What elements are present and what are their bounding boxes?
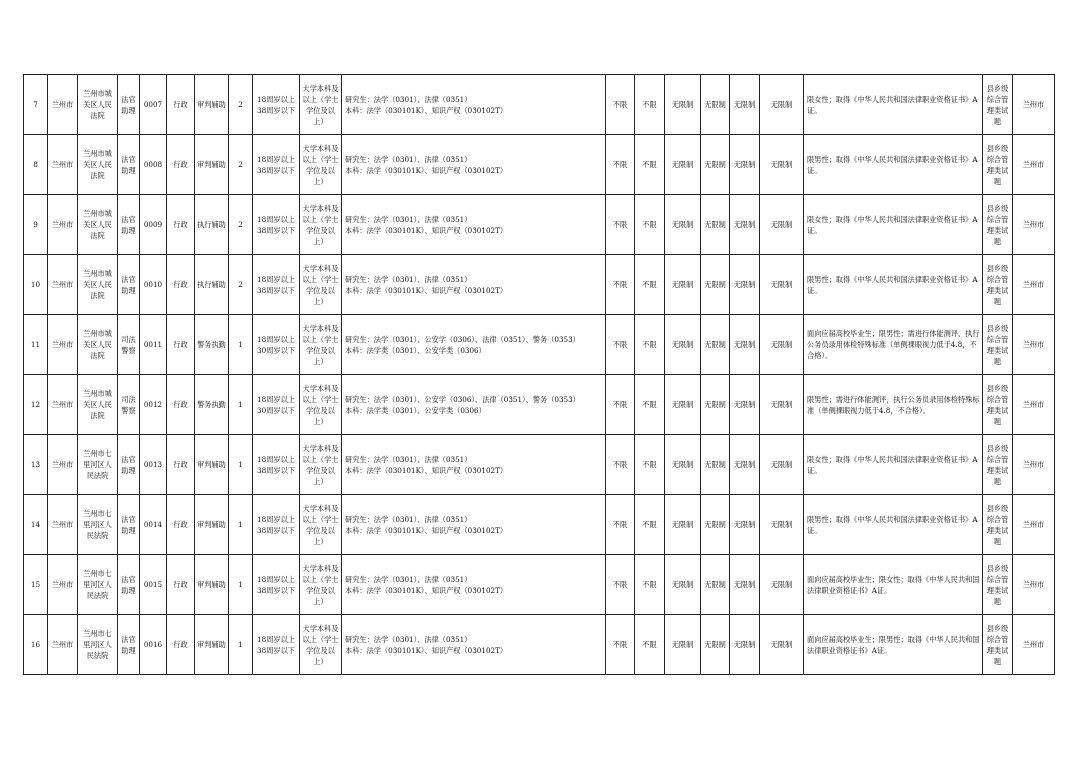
graduate-major-text: 研究生：法学（0301）、法律（0351） — [345, 634, 472, 644]
major-requirement-cell — [342, 315, 606, 375]
table-row — [24, 75, 1055, 135]
position-type-cell: 行政 — [167, 135, 195, 195]
requirement-unlimited-cell-2: 不限 — [635, 315, 665, 375]
age-requirement-cell: 18周岁以上38周岁以下 — [253, 135, 300, 195]
position-name-cell: 法官助理 — [118, 615, 140, 675]
undergraduate-major-text: 本科：法学（030101K）、知识产权（030102T） — [345, 105, 508, 115]
duty-cell: 执行辅助 — [195, 195, 229, 255]
requirement-unlimited-cell-2: 不限 — [635, 255, 665, 315]
table-row — [24, 135, 1055, 195]
hiring-count-cell: 1 — [229, 555, 253, 615]
undergraduate-major-text: 本科：法学（030101K）、知识产权（030102T） — [345, 585, 508, 595]
remarks-cell: 限男性；需进行体能测评，执行公务员录用体检特殊标准（单侧裸眼视力低于4.8，不合格）。 — [804, 375, 983, 435]
remarks-cell: 面向应届高校毕业生；限男性；需进行体能测评，执行公务员录用体检特殊标准（单侧裸眼视力低于4.8，不合格）。 — [804, 315, 983, 375]
requirement-no-limit-cell-3: 无限制 — [730, 435, 760, 495]
duty-cell: 审判辅助 — [195, 555, 229, 615]
requirement-unlimited-cell-1: 不限 — [606, 135, 635, 195]
hiring-count-cell: 1 — [229, 615, 253, 675]
employer-unit-cell: 兰州市七里河区人民法院 — [78, 495, 118, 555]
requirement-no-limit-cell-3: 无限制 — [730, 135, 760, 195]
exam-type-cell: 县乡级综合管理类试题 — [983, 195, 1013, 255]
employer-unit-cell: 兰州市城关区人民法院 — [78, 195, 118, 255]
age-requirement-cell: 18周岁以上38周岁以下 — [253, 555, 300, 615]
requirement-no-limit-cell-4: 无限制 — [760, 75, 804, 135]
table-row — [24, 375, 1055, 435]
age-requirement-cell: 18周岁以上38周岁以下 — [253, 75, 300, 135]
requirement-no-limit-cell-4: 无限制 — [760, 615, 804, 675]
undergraduate-major-text: 本科：法学（030101K）、知识产权（030102T） — [345, 465, 508, 475]
requirement-unlimited-cell-2: 不限 — [635, 495, 665, 555]
position-code-cell: 0015 — [140, 555, 167, 615]
duty-cell: 审判辅助 — [195, 135, 229, 195]
row-number-cell: 9 — [24, 195, 48, 255]
requirement-unlimited-cell-1: 不限 — [606, 495, 635, 555]
row-number-cell: 15 — [24, 555, 48, 615]
requirement-no-limit-cell-3: 无限制 — [730, 615, 760, 675]
employer-unit-cell: 兰州市城关区人民法院 — [78, 255, 118, 315]
requirement-no-limit-cell-3: 无限制 — [730, 195, 760, 255]
position-name-cell: 法官助理 — [118, 75, 140, 135]
requirement-unlimited-cell-2: 不限 — [635, 555, 665, 615]
age-requirement-cell: 18周岁以上38周岁以下 — [253, 255, 300, 315]
requirement-no-limit-cell-2: 无限制 — [701, 315, 730, 375]
undergraduate-major-text: 本科：法学（030101K）、知识产权（030102T） — [345, 645, 508, 655]
requirement-no-limit-cell-1: 无限制 — [665, 315, 701, 375]
position-type-cell: 行政 — [167, 315, 195, 375]
row-number-cell: 14 — [24, 495, 48, 555]
position-name-cell: 法官助理 — [118, 435, 140, 495]
row-number-cell: 10 — [24, 255, 48, 315]
requirement-no-limit-cell-4: 无限制 — [760, 315, 804, 375]
requirement-unlimited-cell-2: 不限 — [635, 195, 665, 255]
position-code-cell: 0010 — [140, 255, 167, 315]
graduate-major-text: 研究生：法学（0301）、法律（0351） — [345, 514, 472, 524]
recruitment-table-sheet — [23, 74, 1054, 675]
employer-unit-cell: 兰州市七里河区人民法院 — [78, 555, 118, 615]
major-requirement-cell — [342, 435, 606, 495]
requirement-no-limit-cell-4: 无限制 — [760, 555, 804, 615]
position-name-cell: 法官助理 — [118, 555, 140, 615]
position-code-cell: 0013 — [140, 435, 167, 495]
graduate-major-text: 研究生：法学（0301）、法律（0351） — [345, 214, 472, 224]
requirement-no-limit-cell-3: 无限制 — [730, 555, 760, 615]
remarks-cell: 限男性；取得《中华人民共和国法律职业资格证书》A证。 — [804, 135, 983, 195]
requirement-no-limit-cell-1: 无限制 — [665, 495, 701, 555]
position-type-cell: 行政 — [167, 615, 195, 675]
duty-cell: 审判辅助 — [195, 435, 229, 495]
duty-cell: 审判辅助 — [195, 615, 229, 675]
city-cell: 兰州市 — [48, 315, 78, 375]
requirement-no-limit-cell-2: 无限制 — [701, 615, 730, 675]
position-name-cell: 司法警察 — [118, 315, 140, 375]
requirement-no-limit-cell-4: 无限制 — [760, 375, 804, 435]
requirement-no-limit-cell-3: 无限制 — [730, 255, 760, 315]
graduate-major-text: 研究生：法学（0301）、公安学（0306）、法律（0351）、警务（0353） — [345, 334, 580, 344]
education-requirement-cell: 大学本科及以上（学士学位及以上） — [300, 195, 342, 255]
position-type-cell: 行政 — [167, 435, 195, 495]
requirement-no-limit-cell-3: 无限制 — [730, 75, 760, 135]
employer-unit-cell: 兰州市城关区人民法院 — [78, 135, 118, 195]
exam-type-cell: 县乡级综合管理类试题 — [983, 315, 1013, 375]
education-requirement-cell: 大学本科及以上（学士学位及以上） — [300, 615, 342, 675]
employer-unit-cell: 兰州市城关区人民法院 — [78, 315, 118, 375]
age-requirement-cell: 18周岁以上30周岁以下 — [253, 315, 300, 375]
requirement-no-limit-cell-2: 无限制 — [701, 195, 730, 255]
exam-type-cell: 县乡级综合管理类试题 — [983, 135, 1013, 195]
exam-location-cell: 兰州市 — [1013, 495, 1055, 555]
requirement-unlimited-cell-2: 不限 — [635, 615, 665, 675]
requirement-no-limit-cell-2: 无限制 — [701, 255, 730, 315]
hiring-count-cell: 2 — [229, 255, 253, 315]
position-type-cell: 行政 — [167, 195, 195, 255]
requirement-no-limit-cell-4: 无限制 — [760, 255, 804, 315]
position-name-cell: 法官助理 — [118, 255, 140, 315]
requirement-no-limit-cell-2: 无限制 — [701, 435, 730, 495]
education-requirement-cell: 大学本科及以上（学士学位及以上） — [300, 375, 342, 435]
city-cell: 兰州市 — [48, 135, 78, 195]
duty-cell: 审判辅助 — [195, 75, 229, 135]
graduate-major-text: 研究生：法学（0301）、法律（0351） — [345, 274, 472, 284]
position-code-cell: 0014 — [140, 495, 167, 555]
table-row — [24, 315, 1055, 375]
hiring-count-cell: 1 — [229, 435, 253, 495]
graduate-major-text: 研究生：法学（0301）、法律（0351） — [345, 94, 472, 104]
position-type-cell: 行政 — [167, 555, 195, 615]
exam-location-cell: 兰州市 — [1013, 555, 1055, 615]
table-row — [24, 435, 1055, 495]
city-cell: 兰州市 — [48, 75, 78, 135]
major-requirement-cell — [342, 555, 606, 615]
requirement-no-limit-cell-1: 无限制 — [665, 135, 701, 195]
position-type-cell: 行政 — [167, 255, 195, 315]
undergraduate-major-text: 本科：法学（030101K）、知识产权（030102T） — [345, 285, 508, 295]
position-code-cell: 0011 — [140, 315, 167, 375]
exam-location-cell: 兰州市 — [1013, 375, 1055, 435]
duty-cell: 警务执勤 — [195, 375, 229, 435]
exam-type-cell: 县乡级综合管理类试题 — [983, 75, 1013, 135]
major-requirement-cell — [342, 255, 606, 315]
requirement-no-limit-cell-2: 无限制 — [701, 135, 730, 195]
requirement-unlimited-cell-1: 不限 — [606, 75, 635, 135]
undergraduate-major-text: 本科：法学（030101K）、知识产权（030102T） — [345, 525, 508, 535]
row-number-cell: 12 — [24, 375, 48, 435]
exam-type-cell: 县乡级综合管理类试题 — [983, 255, 1013, 315]
recruitment-table — [23, 74, 1055, 675]
remarks-cell: 限女性；取得《中华人民共和国法律职业资格证书》A证。 — [804, 195, 983, 255]
major-requirement-cell — [342, 135, 606, 195]
requirement-no-limit-cell-2: 无限制 — [701, 375, 730, 435]
exam-location-cell: 兰州市 — [1013, 75, 1055, 135]
position-type-cell: 行政 — [167, 75, 195, 135]
age-requirement-cell: 18周岁以上38周岁以下 — [253, 195, 300, 255]
requirement-unlimited-cell-2: 不限 — [635, 75, 665, 135]
undergraduate-major-text: 本科：法学（030101K）、知识产权（030102T） — [345, 165, 508, 175]
requirement-no-limit-cell-1: 无限制 — [665, 195, 701, 255]
remarks-cell: 面向应届高校毕业生；限男性；取得《中华人民共和国法律职业资格证书》A证。 — [804, 615, 983, 675]
hiring-count-cell: 2 — [229, 195, 253, 255]
employer-unit-cell: 兰州市城关区人民法院 — [78, 75, 118, 135]
position-name-cell: 法官助理 — [118, 495, 140, 555]
major-requirement-cell — [342, 495, 606, 555]
exam-location-cell: 兰州市 — [1013, 195, 1055, 255]
exam-location-cell: 兰州市 — [1013, 255, 1055, 315]
education-requirement-cell: 大学本科及以上（学士学位及以上） — [300, 435, 342, 495]
education-requirement-cell: 大学本科及以上（学士学位及以上） — [300, 315, 342, 375]
position-type-cell: 行政 — [167, 375, 195, 435]
major-requirement-cell — [342, 375, 606, 435]
position-code-cell: 0008 — [140, 135, 167, 195]
hiring-count-cell: 2 — [229, 135, 253, 195]
row-number-cell: 8 — [24, 135, 48, 195]
table-row — [24, 255, 1055, 315]
age-requirement-cell: 18周岁以上38周岁以下 — [253, 495, 300, 555]
requirement-no-limit-cell-1: 无限制 — [665, 435, 701, 495]
position-name-cell: 法官助理 — [118, 195, 140, 255]
requirement-unlimited-cell-1: 不限 — [606, 375, 635, 435]
city-cell: 兰州市 — [48, 495, 78, 555]
requirement-no-limit-cell-4: 无限制 — [760, 195, 804, 255]
age-requirement-cell: 18周岁以上38周岁以下 — [253, 615, 300, 675]
position-code-cell: 0012 — [140, 375, 167, 435]
undergraduate-major-text: 本科：法学类（0301）、公安学类（0306） — [345, 345, 486, 355]
hiring-count-cell: 2 — [229, 75, 253, 135]
major-requirement-cell — [342, 75, 606, 135]
exam-type-cell: 县乡级综合管理类试题 — [983, 375, 1013, 435]
graduate-major-text: 研究生：法学（0301）、公安学（0306）、法律（0351）、警务（0353） — [345, 394, 580, 404]
graduate-major-text: 研究生：法学（0301）、法律（0351） — [345, 154, 472, 164]
table-row — [24, 495, 1055, 555]
requirement-unlimited-cell-2: 不限 — [635, 435, 665, 495]
requirement-no-limit-cell-4: 无限制 — [760, 495, 804, 555]
education-requirement-cell: 大学本科及以上（学士学位及以上） — [300, 255, 342, 315]
city-cell: 兰州市 — [48, 435, 78, 495]
education-requirement-cell: 大学本科及以上（学士学位及以上） — [300, 75, 342, 135]
requirement-no-limit-cell-2: 无限制 — [701, 555, 730, 615]
exam-type-cell: 县乡级综合管理类试题 — [983, 555, 1013, 615]
requirement-unlimited-cell-1: 不限 — [606, 555, 635, 615]
city-cell: 兰州市 — [48, 375, 78, 435]
exam-location-cell: 兰州市 — [1013, 615, 1055, 675]
education-requirement-cell: 大学本科及以上（学士学位及以上） — [300, 495, 342, 555]
exam-location-cell: 兰州市 — [1013, 435, 1055, 495]
remarks-cell: 限男性；取得《中华人民共和国法律职业资格证书》A证。 — [804, 255, 983, 315]
position-code-cell: 0007 — [140, 75, 167, 135]
exam-location-cell: 兰州市 — [1013, 315, 1055, 375]
table-body — [24, 75, 1055, 675]
major-requirement-cell — [342, 195, 606, 255]
exam-location-cell: 兰州市 — [1013, 135, 1055, 195]
major-requirement-cell — [342, 615, 606, 675]
city-cell: 兰州市 — [48, 255, 78, 315]
education-requirement-cell: 大学本科及以上（学士学位及以上） — [300, 135, 342, 195]
requirement-unlimited-cell-1: 不限 — [606, 615, 635, 675]
requirement-no-limit-cell-3: 无限制 — [730, 375, 760, 435]
requirement-unlimited-cell-1: 不限 — [606, 255, 635, 315]
age-requirement-cell: 18周岁以上38周岁以下 — [253, 435, 300, 495]
row-number-cell: 16 — [24, 615, 48, 675]
undergraduate-major-text: 本科：法学（030101K）、知识产权（030102T） — [345, 225, 508, 235]
duty-cell: 警务执勤 — [195, 315, 229, 375]
remarks-cell: 限男性；取得《中华人民共和国法律职业资格证书》A证。 — [804, 495, 983, 555]
education-requirement-cell: 大学本科及以上（学士学位及以上） — [300, 555, 342, 615]
requirement-no-limit-cell-1: 无限制 — [665, 375, 701, 435]
requirement-no-limit-cell-1: 无限制 — [665, 555, 701, 615]
row-number-cell: 11 — [24, 315, 48, 375]
city-cell: 兰州市 — [48, 615, 78, 675]
requirement-no-limit-cell-1: 无限制 — [665, 255, 701, 315]
requirement-no-limit-cell-4: 无限制 — [760, 435, 804, 495]
requirement-unlimited-cell-2: 不限 — [635, 135, 665, 195]
hiring-count-cell: 1 — [229, 315, 253, 375]
exam-type-cell: 县乡级综合管理类试题 — [983, 615, 1013, 675]
duty-cell: 审判辅助 — [195, 495, 229, 555]
table-row — [24, 195, 1055, 255]
position-type-cell: 行政 — [167, 495, 195, 555]
remarks-cell: 限女性；取得《中华人民共和国法律职业资格证书》A证。 — [804, 75, 983, 135]
requirement-no-limit-cell-1: 无限制 — [665, 615, 701, 675]
graduate-major-text: 研究生：法学（0301）、法律（0351） — [345, 454, 472, 464]
exam-type-cell: 县乡级综合管理类试题 — [983, 435, 1013, 495]
city-cell: 兰州市 — [48, 555, 78, 615]
row-number-cell: 7 — [24, 75, 48, 135]
city-cell: 兰州市 — [48, 195, 78, 255]
duty-cell: 执行辅助 — [195, 255, 229, 315]
requirement-no-limit-cell-3: 无限制 — [730, 315, 760, 375]
hiring-count-cell: 1 — [229, 375, 253, 435]
position-code-cell: 0009 — [140, 195, 167, 255]
requirement-unlimited-cell-2: 不限 — [635, 375, 665, 435]
position-name-cell: 司法警察 — [118, 375, 140, 435]
requirement-no-limit-cell-3: 无限制 — [730, 495, 760, 555]
employer-unit-cell: 兰州市七里河区人民法院 — [78, 435, 118, 495]
requirement-no-limit-cell-4: 无限制 — [760, 135, 804, 195]
table-row — [24, 615, 1055, 675]
exam-type-cell: 县乡级综合管理类试题 — [983, 495, 1013, 555]
requirement-no-limit-cell-2: 无限制 — [701, 495, 730, 555]
undergraduate-major-text: 本科：法学类（0301）、公安学类（0306） — [345, 405, 486, 415]
requirement-unlimited-cell-1: 不限 — [606, 435, 635, 495]
graduate-major-text: 研究生：法学（0301）、法律（0351） — [345, 574, 472, 584]
requirement-unlimited-cell-1: 不限 — [606, 315, 635, 375]
hiring-count-cell: 1 — [229, 495, 253, 555]
requirement-unlimited-cell-1: 不限 — [606, 195, 635, 255]
requirement-no-limit-cell-2: 无限制 — [701, 75, 730, 135]
position-code-cell: 0016 — [140, 615, 167, 675]
remarks-cell: 面向应届高校毕业生；限女性；取得《中华人民共和国法律职业资格证书》A证。 — [804, 555, 983, 615]
row-number-cell: 13 — [24, 435, 48, 495]
employer-unit-cell: 兰州市城关区人民法院 — [78, 375, 118, 435]
requirement-no-limit-cell-1: 无限制 — [665, 75, 701, 135]
position-name-cell: 法官助理 — [118, 135, 140, 195]
table-row — [24, 555, 1055, 615]
age-requirement-cell: 18周岁以上30周岁以下 — [253, 375, 300, 435]
employer-unit-cell: 兰州市七里河区人民法院 — [78, 615, 118, 675]
remarks-cell: 限女性；取得《中华人民共和国法律职业资格证书》A证。 — [804, 435, 983, 495]
